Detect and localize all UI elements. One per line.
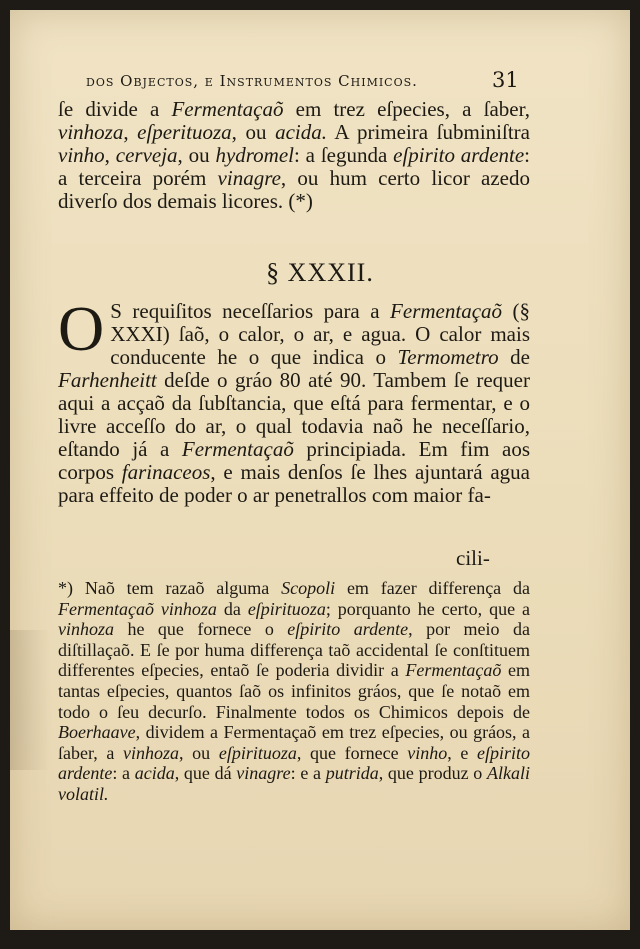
text-run: ſe divide a [58, 97, 172, 121]
italic-term: putrida [325, 763, 379, 784]
text-run: , dividem a Fermentaçaõ em trez eſpecies, ou gráos, a ſaber, a [58, 722, 530, 763]
text-run: : e a [290, 763, 326, 784]
text-run: A primeira ſubminiſtra [326, 120, 530, 144]
section-heading: § XXXII. [266, 258, 374, 287]
italic-term: cerveja [115, 143, 178, 167]
text-run: : a ſegunda [294, 143, 394, 167]
footnote [58, 578, 530, 805]
italic-term: acida. [275, 120, 327, 144]
italic-term: Fermentaçaõ [181, 437, 294, 461]
text-run: , ou [231, 120, 276, 144]
italic-term: vinho [58, 143, 105, 167]
italic-term: vinhoza [58, 120, 124, 144]
italic-term: acida [134, 763, 175, 784]
book-page [10, 10, 630, 930]
italic-term: hydromel [215, 143, 295, 167]
italic-term: Farhenheitt [58, 368, 157, 392]
main-paragraph [58, 293, 530, 507]
italic-term: eſpirito ardente [393, 143, 525, 167]
text-run: (§ XXXI) ſaõ, o calor, o ar, e agua. O calor mais conducente he o que indica o [110, 299, 530, 369]
text-run: , e mais denſos ſe lhes ajuntará agua para effeito de poder o ar penetrallos com maior fa- [58, 460, 530, 507]
text-run: Naõ tem razaõ alguma [73, 578, 282, 598]
text-run: , ou [179, 742, 219, 763]
text-run: , que fornece [296, 742, 408, 763]
italic-term: eſpirituoza [218, 742, 297, 763]
text-run: : a [112, 763, 135, 784]
italic-term: Fermentaçaõ [171, 97, 284, 121]
text-run: , que dá [174, 763, 237, 784]
text-run: , ou hum certo licor azedo diverſo dos demais licores. (*) [58, 166, 530, 213]
text-run: em fazer differença da [335, 578, 531, 598]
italic-term: Fermentaçaõ vinhoza [58, 598, 217, 619]
italic-term: vinagre [236, 763, 291, 784]
text-run: : a terceira porém [58, 143, 531, 190]
italic-term: Boerhaave [58, 722, 136, 743]
text-run: , e [447, 742, 477, 763]
italic-term: Fermentaçaõ [405, 660, 502, 681]
text-run: ; porquanto he certo, que a [325, 598, 530, 619]
italic-term: vinhoza [58, 619, 114, 640]
italic-term: eſperituoza [137, 120, 232, 144]
italic-term: farinaceos [121, 460, 211, 484]
footnote-marker: *) [58, 578, 73, 598]
italic-term: vinho [407, 742, 448, 763]
page-edge-shadow [10, 630, 50, 770]
catchword: cili- [456, 546, 490, 570]
italic-term: Alkali volatil. [58, 763, 530, 804]
running-head: dos Objectos, e Instrumentos Chimicos. [86, 72, 418, 90]
text-run: deſde o gráo 80 até 90. Tambem ſe requer aqui a acçaõ da ſubſtancia, que eſtá para fermentar, e o livre acceſſo do ar, o qual todavia naõ he neceſſario, eſtando já a [58, 368, 530, 461]
italic-term: eſpirito ardente [58, 742, 530, 784]
italic-term: vinhoza [123, 742, 180, 763]
text-run: de [498, 345, 530, 369]
text-run: em trez eſpecies, a ſaber, [283, 97, 531, 121]
italic-term: Fermentaçaõ [390, 299, 503, 323]
text-run: da [216, 598, 248, 619]
text-run: em tantas eſpecies, quantos ſaõ os infinitos gráos, que ſe notaõ em todo o ſeu decurſo. Finalmente todos os Chimicos depois de [58, 660, 530, 722]
italic-term: vinagre [217, 166, 281, 190]
page-number: 31 [492, 68, 519, 92]
text-run: , [104, 143, 116, 167]
text-run: , ou [177, 143, 216, 167]
italic-term: Termometro [397, 345, 499, 369]
italic-term: eſpirito ardente [287, 619, 409, 640]
text-run: , por meio da diſtillaçaõ. E ſe por huma differença taõ accidental ſe conſtituem differentes eſpecies, entaõ ſe poderia dividir a [58, 619, 530, 681]
text-run: he que fornece o [114, 619, 288, 640]
text-run: S requiſitos neceſſarios para a [110, 299, 391, 323]
drop-capital: O [58, 293, 105, 364]
italic-term: eſpirituoza [247, 598, 326, 619]
text-run: , que produz o [378, 763, 487, 784]
text-run: , [123, 120, 138, 144]
italic-term: Scopoli [281, 578, 336, 598]
top-paragraph [58, 98, 530, 213]
text-run: principiada. Em fim aos corpos [58, 437, 530, 484]
